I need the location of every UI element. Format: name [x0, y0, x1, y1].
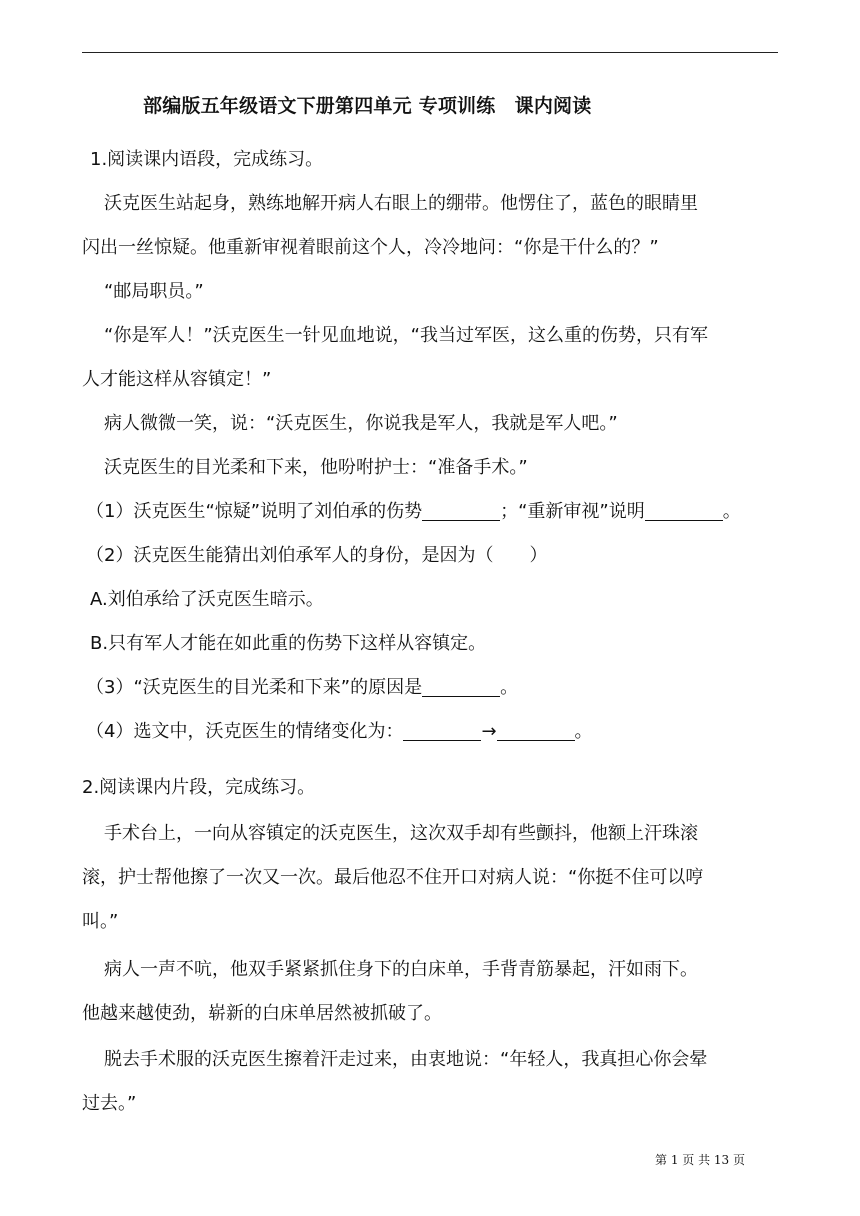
- subquestion-text: ；“重新审视”说明: [500, 501, 645, 522]
- q2-passage-line: 滚，护士帮他擦了一次又一次。最后他忍不住开口对病人说：“你挺不住可以哼: [82, 867, 704, 888]
- page-number-footer: 第 1 页 共 13 页: [655, 1153, 745, 1167]
- q1-passage-line: 病人微微一笑，说：“沃克医生，你说我是军人，我就是军人吧。”: [104, 413, 618, 434]
- q2-passage-line: 过去。”: [82, 1093, 137, 1114]
- q2-passage-line: 他越来越使劲，崭新的白床单居然被抓破了。: [82, 1003, 442, 1024]
- subquestion-text: 。: [500, 677, 519, 698]
- q2-heading: 2.阅读课内片段，完成练习。: [82, 777, 316, 798]
- answer-blank[interactable]: [497, 718, 575, 741]
- subquestion-text: （4）选文中，沃克医生的情绪变化为：: [86, 721, 404, 742]
- q1-subquestion-2: （2）沃克医生能猜出刘伯承军人的身份，是因为（ ）: [86, 545, 548, 566]
- q1-subquestion-3: [86, 666, 786, 710]
- answer-blank[interactable]: [403, 718, 481, 741]
- q2-passage-line: 叫。”: [82, 911, 119, 932]
- answer-blank[interactable]: [422, 674, 500, 697]
- q1-passage-line: 人才能这样从容镇定！”: [82, 369, 272, 390]
- arrow-icon: →: [481, 721, 497, 742]
- q1-passage-line: “邮局职员。”: [104, 281, 204, 302]
- answer-blank[interactable]: [422, 498, 500, 521]
- q1-passage-line: 沃克医生的目光柔和下来，他吩咐护士：“准备手术。”: [104, 457, 528, 478]
- q2-passage-line: 病人一声不吭，他双手紧紧抓住身下的白床单，手背青筋暴起，汗如雨下。: [104, 959, 698, 980]
- q2-passage-line: 脱去手术服的沃克医生擦着汗走过来，由衷地说：“年轻人，我真担心你会晕: [104, 1049, 708, 1070]
- option-a: A.刘伯承给了沃克医生暗示。: [90, 589, 324, 610]
- q1-heading: 1.阅读课内语段，完成练习。: [90, 149, 324, 170]
- q1-passage-line: 闪出一丝惊疑。他重新审视着眼前这个人，冷冷地问：“你是干什么的？”: [82, 237, 659, 258]
- document-title: 部编版五年级语文下册第四单元 专项训练 课内阅读: [143, 95, 592, 117]
- q1-passage-line: “你是军人！”沃克医生一针见血地说，“我当过军医，这么重的伤势，只有军: [104, 325, 708, 346]
- subquestion-text: 。: [722, 501, 741, 522]
- answer-blank[interactable]: [645, 498, 723, 521]
- subquestion-text: （3）“沃克医生的目光柔和下来”的原因是: [86, 677, 423, 698]
- q1-passage-line: 沃克医生站起身，熟练地解开病人右眼上的绷带。他愣住了，蓝色的眼睛里: [104, 193, 698, 214]
- subquestion-text: 。: [574, 721, 593, 742]
- subquestion-text: （1）沃克医生“惊疑”说明了刘伯承的伤势: [86, 501, 423, 522]
- q1-subquestion-4: [86, 710, 786, 754]
- q2-passage-line: 手术台上，一向从容镇定的沃克医生，这次双手却有些颤抖，他额上汗珠滚: [104, 823, 698, 844]
- header-rule: [82, 52, 778, 53]
- q1-subquestion-1: [86, 490, 786, 534]
- option-b: B.只有军人才能在如此重的伤势下这样从容镇定。: [90, 633, 487, 654]
